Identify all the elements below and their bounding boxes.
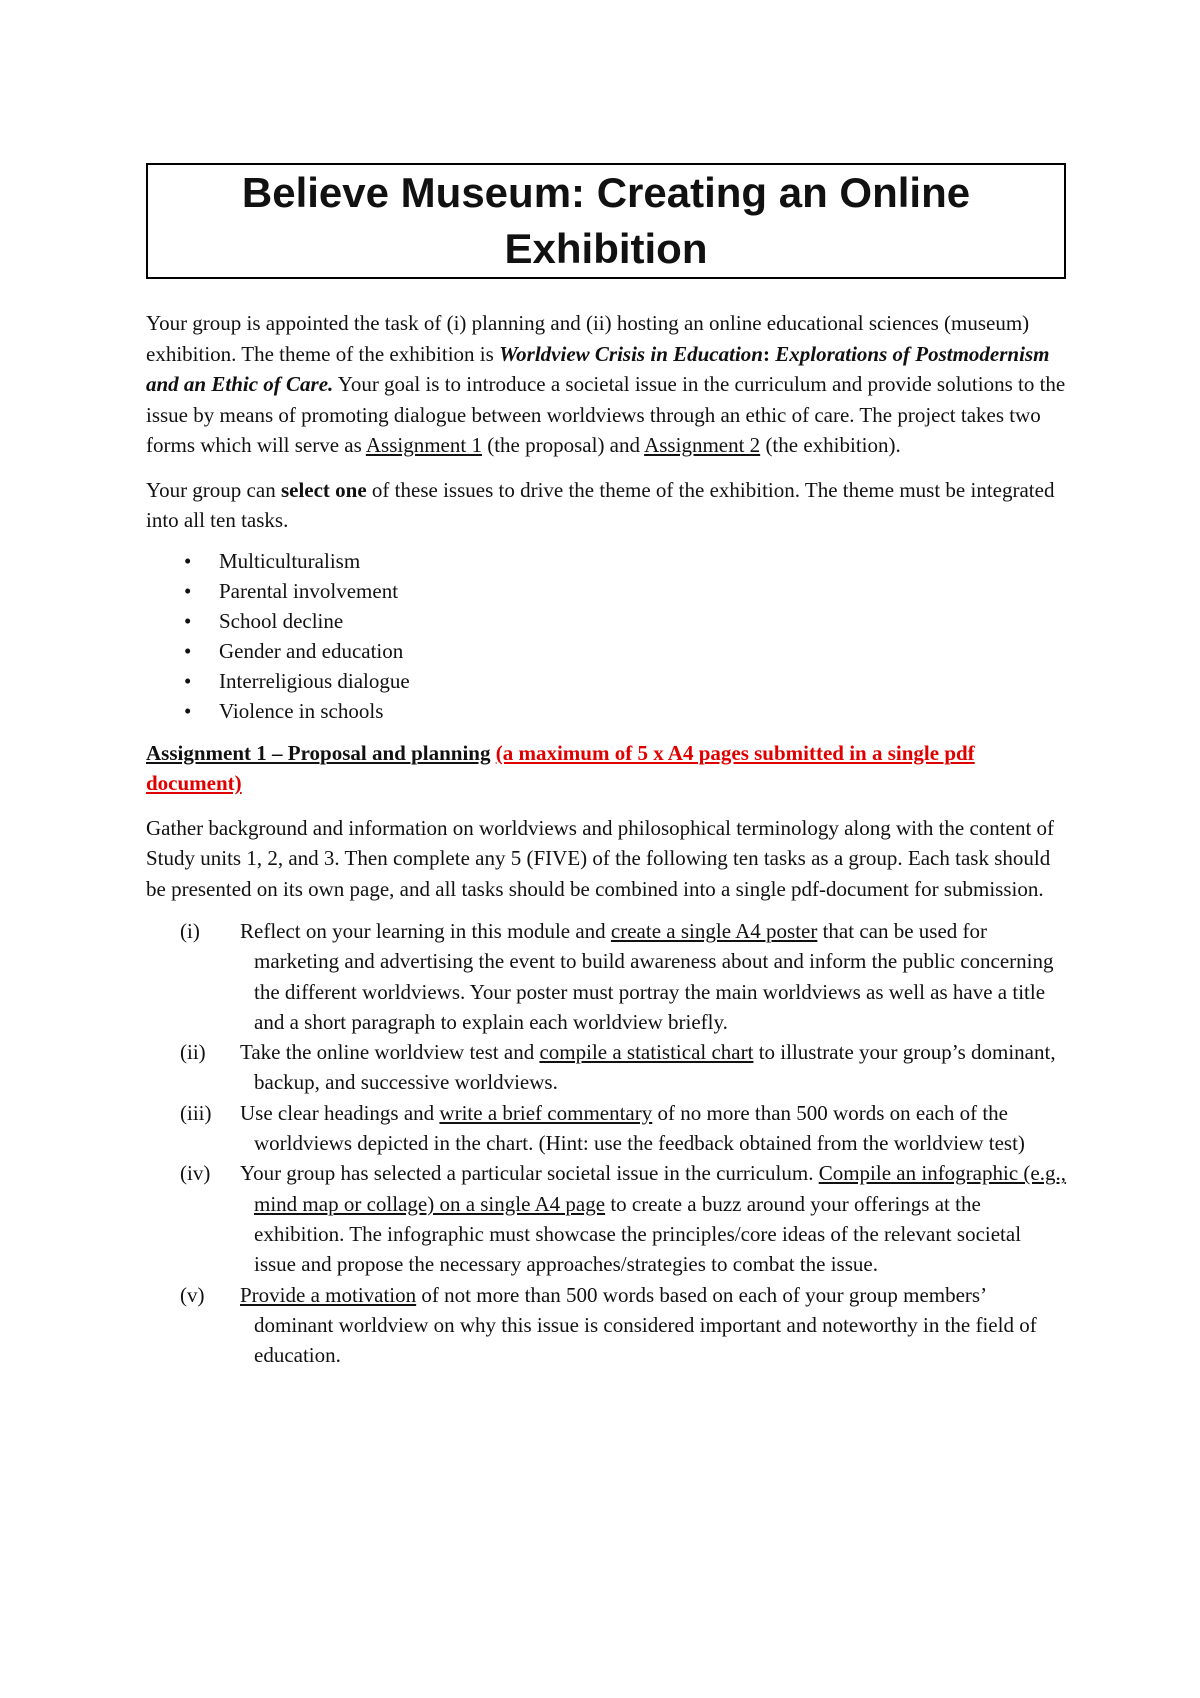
task-text: Reflect on your learning in this module and [240,919,611,943]
issues-list [146,546,1066,726]
theme-subtitle: Explorations of Postmodernism and an Ethic of Care. [146,341,1050,396]
list-item [146,546,1066,576]
issue-label: School decline [219,608,344,633]
intro-paragraph [146,308,1066,461]
list-item [146,606,1066,636]
task-item [146,1158,1066,1279]
issue-label: Multiculturalism [219,548,361,573]
task-number: (iv) [180,1161,211,1186]
issue-label: Violence in schools [219,698,384,723]
task-text: to illustrate your group’s dominant, backup, and successive worldviews. [254,1040,1056,1095]
list-item [146,666,1066,696]
intro-text: Your goal is to introduce a societal issue in the curriculum and provide solutions to the issue by means of promoting dialogue between worldviews through an ethic of care. The project takes two forms which will serve as [146,372,1066,457]
list-item [146,576,1066,606]
title-box [146,163,1066,279]
bullet-icon: • [184,668,192,693]
intro-text: (the exhibition). [760,433,901,457]
task-text: that can be used for marketing and advertising the event to build awareness about and inform the public concerning the different worldviews. Your poster must portray the main worldviews as well as have a title and a short paragraph to explain each worldview briefly. [254,919,1054,1034]
bullet-icon: • [184,578,192,603]
assignment-2-ref: Assignment 2 [644,433,761,457]
task-item [146,1280,1066,1371]
task-item [146,1098,1066,1159]
theme-colon: : [762,341,770,366]
task-item [146,916,1066,1037]
task-deliverable: Provide a motivation [240,1282,417,1307]
title-line-2: Exhibition [504,225,708,272]
bullet-icon: • [184,638,192,663]
select-text: of these issues to drive the theme of the exhibition. The theme must be integrated into all ten tasks. [146,477,1055,532]
task-number: (v) [180,1282,205,1307]
task-item [146,1037,1066,1098]
task-number: (i) [180,919,200,943]
task-text: Use clear headings and [240,1100,440,1125]
title-line-1: Believe Museum: Creating an Online [241,169,971,216]
select-issue-paragraph [146,475,1066,536]
issue-label: Interreligious dialogue [219,668,410,693]
document-page [146,163,1066,1370]
task-deliverable: Compile an infographic (e.g., mind map or collage) on a single A4 page [254,1161,1066,1216]
list-item [146,636,1066,666]
assignment-1-heading [146,738,1066,799]
bullet-icon: • [184,548,192,573]
issue-label: Parental involvement [219,578,399,603]
assignment-1-body: Gather background and information on worldviews and philosophical terminology along with the content of Study units 1, 2, and 3. Then complete any 5 (FIVE) of the following ten tasks as a group. Each task should be presented on its own page, and all tasks should be combined into a single pdf-document for submission. [146,815,1055,901]
assignment-1-ref: Assignment 1 [365,433,482,457]
intro-text: (the proposal) and [481,433,645,457]
task-deliverable: compile a statistical chart [539,1040,754,1065]
bullet-icon: • [184,608,192,633]
tasks-list [146,916,1066,1370]
bullet-icon: • [184,698,192,723]
task-number: (iii) [180,1100,212,1125]
task-text: Take the online worldview test and [240,1040,540,1065]
intro-text: Your group is appointed the task of (i) planning and (ii) hosting an online educational sciences (museum) exhibition. The theme of the exhibition is [146,311,1030,366]
select-text: Your group can [146,477,281,502]
task-text: of no more than 500 words on each of the worldviews depicted in the chart. (Hint: use the feedback obtained from the worldview test) [254,1100,1025,1156]
task-deliverable: create a single A4 poster [610,919,818,943]
task-text: of not more than 500 words based on each of your group members’ dominant worldview on why this issue is considered important and noteworthy in the field of education. [254,1282,1037,1368]
task-text: Your group has selected a particular societal issue in the curriculum. [240,1161,819,1186]
list-item [146,696,1066,726]
theme-title: Worldview Crisis in Education [499,341,763,366]
assignment-1-title: Assignment 1 – Proposal and planning [146,740,491,765]
select-one-emphasis: select one [280,477,367,502]
assignment-1-requirement: (a maximum of 5 x A4 pages submitted in a single pdf document) [146,740,975,795]
task-number: (ii) [180,1040,206,1065]
task-text: to create a buzz around your offerings at the exhibition. The infographic must showcase the principles/core ideas of the relevant societal issue and propose the necessary approaches/strategies to combat the issue. [254,1191,1022,1277]
issue-label: Gender and education [219,638,404,663]
task-deliverable: write a brief commentary [439,1100,653,1125]
